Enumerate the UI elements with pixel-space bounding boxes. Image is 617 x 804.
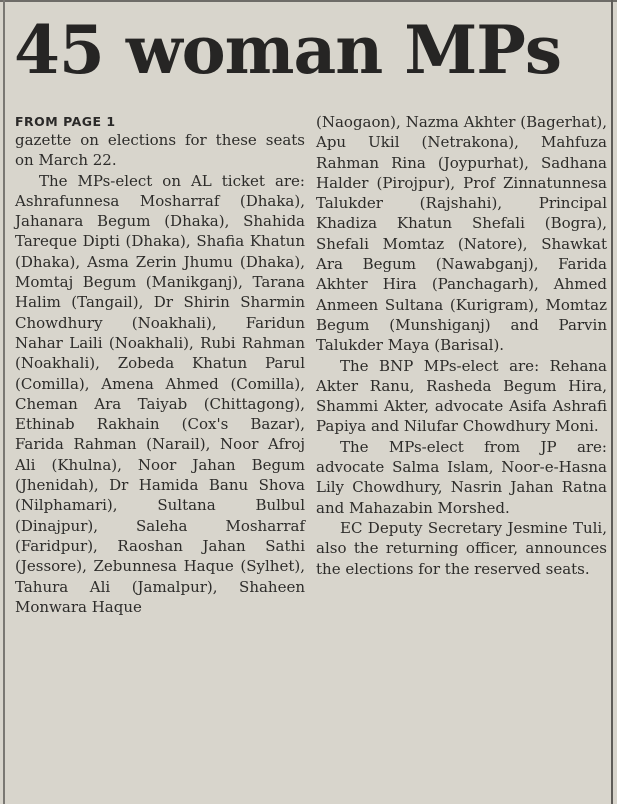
paragraph-continued: gazette on elections for these seats on March 22.: [15, 131, 305, 170]
paragraph-al-mps-continued: (Naogaon), Nazma Akhter (Bagerhat), Apu Ukil (Netrakona), Mahfuza Rahman Rina (Joypurhat), Sadhana Halder (Pirojpur), Prof Zinnatunnesa Talukder (Rajshahi), Principal Khadiza Khatun Shefali (Bogra), Shefali Momtaz (Natore), Shawkat Ara Begum (Nawabganj), Farida Akhter Hira (Panchagarh), Ahmed Anmeen Sultana (Kurigram), Momtaz Begum (Munshiganj) and Parvin Talukder Maya (Barisal).: [316, 113, 607, 355]
right-column-rule: [611, 0, 613, 804]
left-column-rule: [3, 0, 5, 804]
paragraph-bnp-mps: The BNP MPs-elect are: Rehana Akter Ranu, Rasheda Begum Hira, Shammi Akter, advocate Asifa Ashrafi Papiya and Nilufar Chowdhury Moni.: [316, 356, 607, 436]
article-column-left: [15, 112, 305, 617]
continuation-kicker: FROM PAGE 1: [15, 114, 116, 129]
paragraph-jp-mps: The MPs-elect from JP are: advocate Salma Islam, Noor-e-Hasna Lily Chowdhury, Nasrin Jahan Ratna and Mahazabin Morshed.: [316, 437, 607, 517]
paragraph-al-mps: The MPs-elect on AL ticket are: Ashrafunnesa Mosharraf (Dhaka), Jahanara Begum (Dhaka), Shahida Tareque Dipti (Dhaka), Shafia Khatun (Dhaka), Asma Zerin Jhumu (Dhaka), Momtaj Begum (Manikganj), Tarana Halim (Tangail), Dr Shirin Sharmin Chowdhury (Noakhali), Faridun Nahar Laili (Noakhali), Rubi Rahman (Noakhali), Zobeda Khatun Parul (Comilla), Amena Ahmed (Comilla), Cheman Ara Taiyab (Chittagong), Ethinab Rakhain (Cox's Bazar), Farida Rahman (Narail), Noor Afroj Ali (Khulna), Noor Jahan Begum (Jhenidah), Dr Hamida Banu Shova (Nilphamari), Sultana Bulbul (Dinajpur), Saleha Mosharraf (Faridpur), Raoshan Jahan Sathi (Jessore), Zebunnesa Haque (Sylhet), Tahura Ali (Jamalpur), Shaheen Monwara Haque: [15, 171, 305, 616]
article-column-right: [316, 112, 607, 579]
paragraph-returning-officer: EC Deputy Secretary Jesmine Tuli, also the returning officer, announces the elections for the reserved seats.: [316, 518, 607, 578]
headline: 45 woman MPs: [14, 11, 562, 89]
